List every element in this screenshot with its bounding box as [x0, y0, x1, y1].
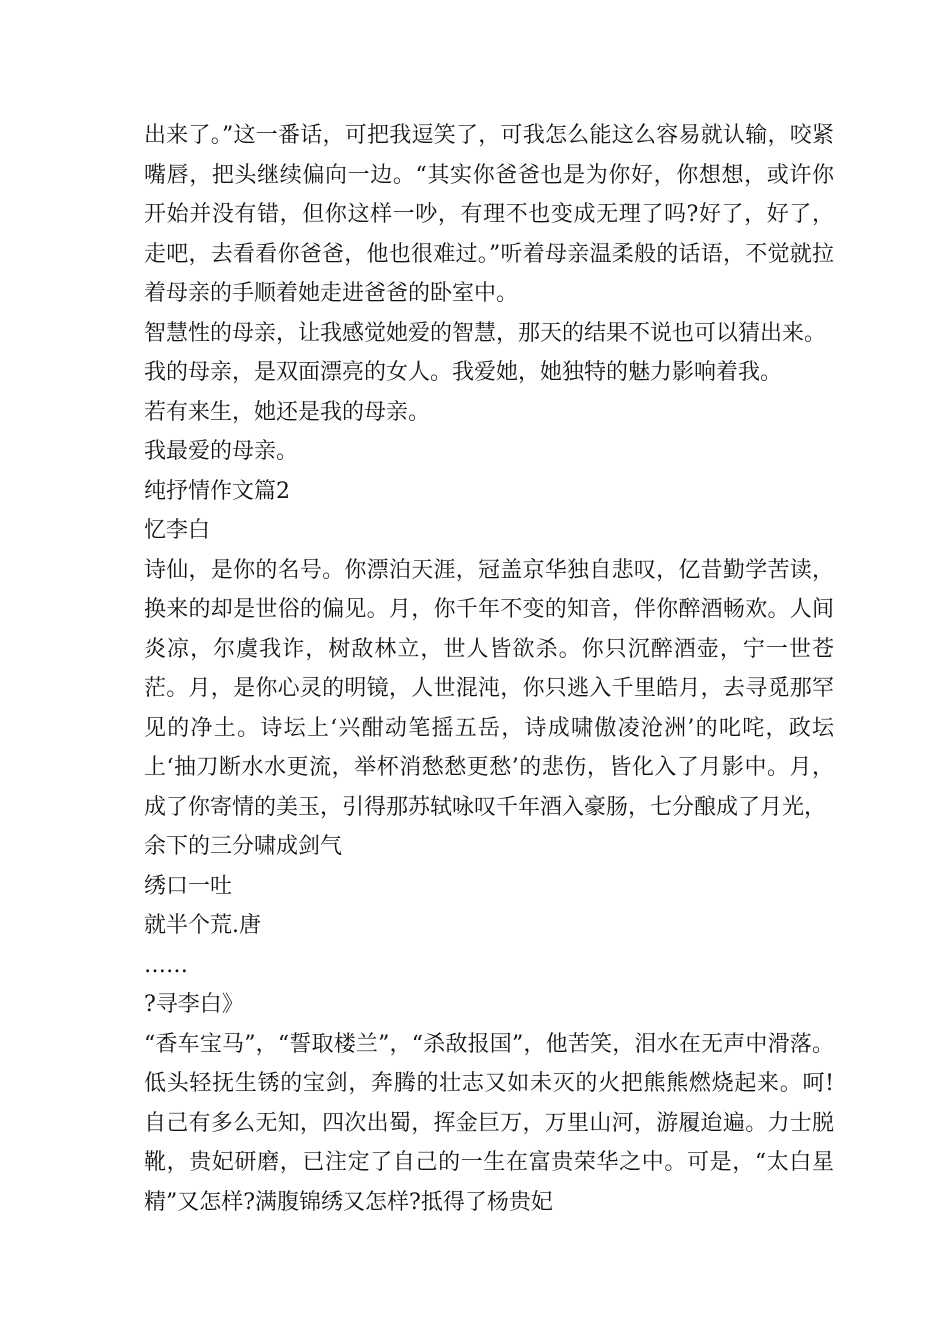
essay-title: 忆李白 — [144, 518, 211, 543]
paragraph-next-life: 若有来生，她还是我的母亲。 — [144, 399, 431, 425]
paragraph-beloved-mother: 我最爱的母亲。 — [144, 439, 299, 464]
poem-line-2: 绣口一吐 — [144, 873, 233, 899]
paragraph-wise-mother: 智慧性的母亲，让我感觉她爱的智慧，那天的结果不说也可以猜出来。 — [144, 320, 827, 346]
document-body — [144, 116, 834, 1222]
paragraph-li-bai-moon: 诗仙，是你的名号。你漂泊天涯，冠盖京华独自悲叹，亿昔勤学苦读，换来的却是世俗的偏见。月，你千年不变的知音，伴你醉酒畅欢。人间炎凉，尔虞我诈，树敌林立，世人皆欲杀。你只沉醉酒壶，宁一世苍茫。月，是你心灵的明镜，人世混沌，你只逃入千里皓月，去寻觅那罕见的净土。诗坛上‘兴酣动笔摇五岳，诗成啸傲凌沧洲’的叱咤，政坛上‘抽刀断水水更流，举杯消愁愁更愁’的悲伤，皆化入了月影中。月，成了你寄情的美玉，引得那苏轼咏叹千年酒入豪肠，七分酿成了月光， — [144, 557, 834, 820]
paragraph-li-bai-sorrow: “香车宝马”，“誓取楼兰”，“杀敌报国”，他苦笑，泪水在无声中滑落。低头轻抚生锈的宝剑，奔腾的壮志又如未灭的火把熊熊燃烧起来。呵!自己有多么无知，四次出蜀，挥金巨万，万里山河，游履迨遍。力士脱靴，贵妃研磨，已注定了自己的一生在富贵荣华之中。可是，“太白星精”又怎样?满腹锦绣又怎样?抵得了杨贵妃 — [144, 1031, 834, 1215]
poem-line-3: 就半个荒.唐 — [144, 913, 261, 938]
section-heading: 纯抒情作文篇2 — [144, 478, 290, 504]
ellipsis: …… — [144, 952, 188, 978]
poem-line-1: 余下的三分啸成剑气 — [144, 834, 343, 859]
subtitle-seek-li-bai: ?寻李白》 — [144, 992, 244, 1017]
paragraph-beautiful-mother: 我的母亲，是双面漂亮的女人。我爱她，她独特的魅力影响着我。 — [144, 360, 783, 385]
paragraph-mother-reconcile: 出来了。”这一番话，可把我逗笑了，可我怎么能这么容易就认输，咬紧嘴唇，把头继续偏向一边。“其实你爸爸也是为你好，你想想，或许你开始并没有错，但你这样一吵，有理不也变成无理了吗?好了，好了，走吧，去看看你爸爸，他也很难过。”听着母亲温柔般的话语，不觉就拉着母亲的手顺着她走进爸爸的卧室中。 — [144, 123, 834, 306]
